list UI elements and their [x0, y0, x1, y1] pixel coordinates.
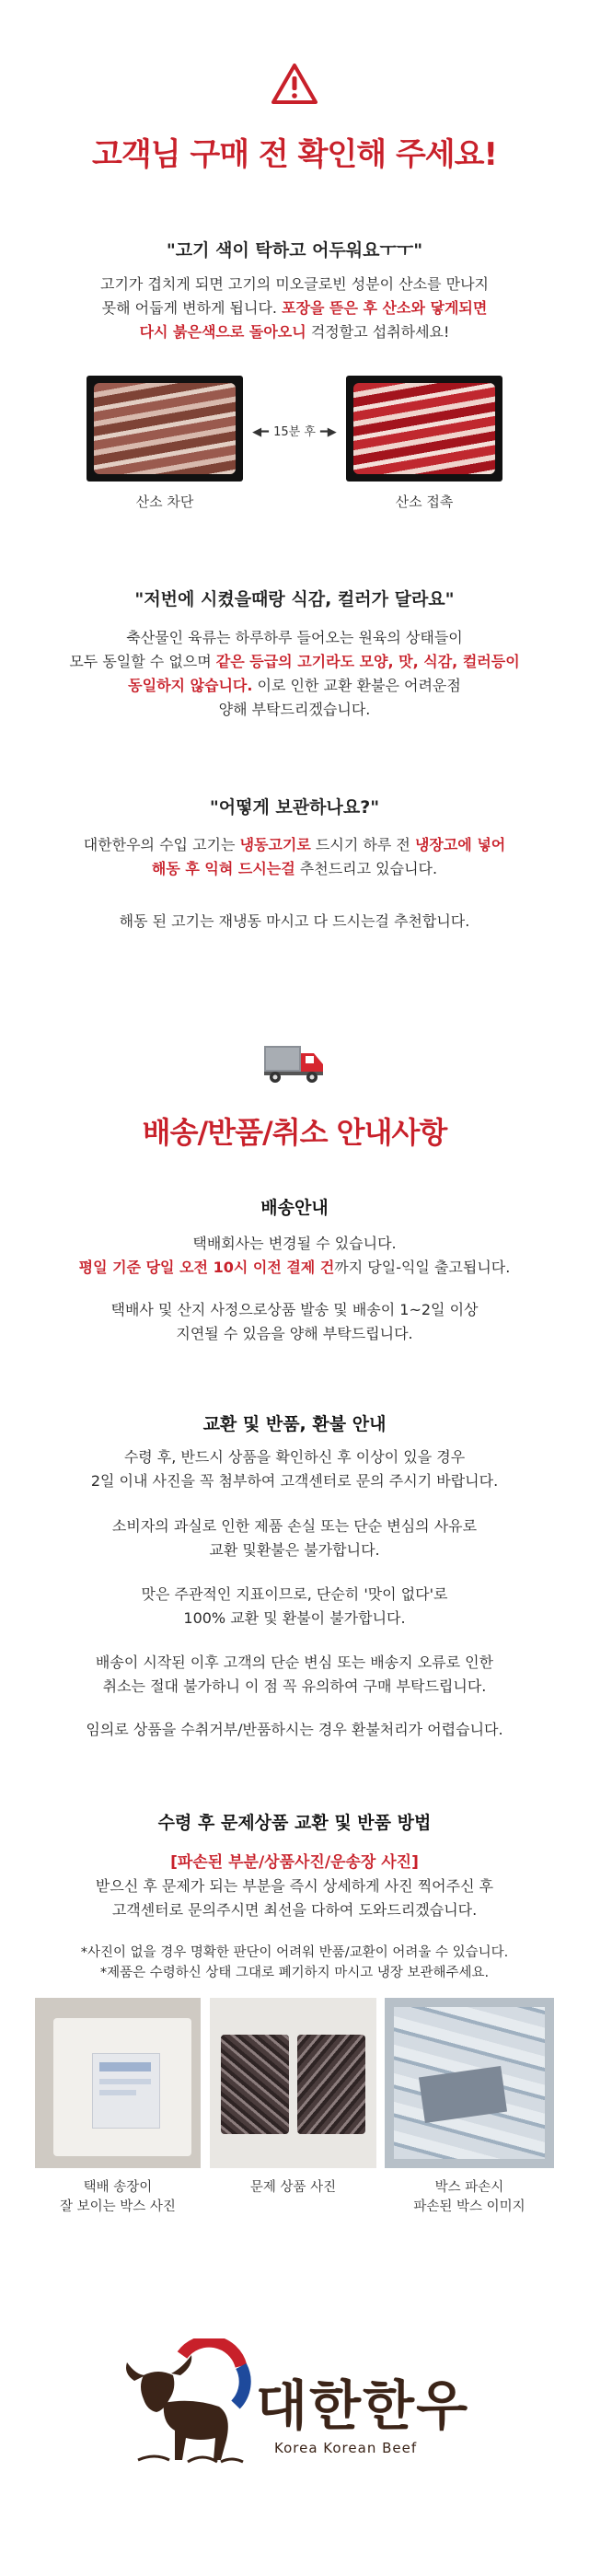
- photo1-caption-line-2: 잘 보이는 박스 사진: [60, 2199, 176, 2214]
- bull-icon: [118, 2338, 256, 2472]
- color-line-2-plain: 못해 어둡게 변하게 됩니다.: [101, 299, 283, 317]
- photo-box-with-label: [35, 1998, 201, 2168]
- color-line-1: 고기가 겹치게 되면 고기의 미오글로빈 성분이 산소를 만나지: [99, 275, 489, 293]
- color-line-3-highlight: 다시 붉은색으로 돌아오니: [139, 323, 306, 341]
- meat-photo-oxygen-exposed: [346, 376, 502, 482]
- delivery-truck-icon: [262, 1040, 327, 1085]
- brand-name: 대한한우: [256, 2374, 470, 2437]
- texture-line-2-plain: 모두 동일할 수 없으며: [69, 653, 216, 670]
- exchange-p3-line-1: 맛은 주관적인 지표이므로, 단순히 '맛이 없다'로: [141, 1585, 448, 1603]
- shipping-title: 배송/반품/취소 안내사항: [142, 1115, 447, 1150]
- storage-line-2-plain: 추천드리고 있습니다.: [294, 860, 438, 877]
- defect-notes: [0, 1943, 589, 1983]
- storage-line-1-highlight-1: 냉동고기로: [239, 836, 311, 853]
- exchange-p2-line-1: 소비자의 과실로 인한 제품 손실 또는 단순 변심의 사유로: [111, 1517, 478, 1535]
- storage-line-1-mid: 드시기 하루 전: [310, 836, 415, 853]
- exchange-paragraph-2: [0, 1514, 589, 1562]
- shipping-heading: 배송안내: [260, 1198, 329, 1218]
- exchange-p5-line-1: 임의로 상품을 수취거부/반품하시는 경우 환불처리가 어렵습니다.: [86, 1721, 503, 1738]
- texture-line-4: 양해 부탁드리겠습니다.: [218, 701, 371, 718]
- exchange-p4-line-1: 배송이 시작된 이후 고객의 단순 변심 또는 배송지 오류로 인한: [95, 1654, 494, 1671]
- storage-explanation: [0, 833, 589, 881]
- shipping-line-2-plain: 까지 당일-익일 출고됩니다.: [334, 1259, 511, 1276]
- defect-note-1: *사진이 없을 경우 명확한 판단이 어려워 반품/교환이 어려울 수 있습니다.: [80, 1945, 509, 1960]
- defect-note-2: *제품은 수령하신 상태 그대로 폐기하지 마시고 냉장 보관해주세요.: [99, 1966, 490, 1980]
- brand-logo: [118, 2338, 486, 2477]
- defect-line-1: 받으신 후 문제가 되는 부분을 즉시 상세하게 사진 찍어주신 후: [95, 1877, 494, 1895]
- storage-note: [0, 910, 589, 934]
- exchange-p3-line-2: 100% 교환 및 환불이 불가합니다.: [183, 1609, 406, 1627]
- color-line-3-plain: 걱정할고 섭취하세요!: [306, 323, 450, 341]
- photo-caption-product: [210, 2178, 376, 2198]
- storage-line-2: [0, 857, 589, 881]
- storage-line-2-highlight: 해동 후 익혀 드시는걸: [151, 860, 295, 877]
- color-line-2: [0, 296, 589, 320]
- arrow-label: 15분 후: [273, 425, 316, 439]
- exchange-p1-line-2: 2일 이내 사진을 꼭 첨부하여 고객센터로 문의 주시기 바랍니다.: [90, 1472, 499, 1490]
- storage-line-1-highlight-2: 냉장고에 넣어: [414, 836, 506, 853]
- shipping-line-2: [0, 1256, 589, 1280]
- exchange-p1-line-1: 수령 후, 반드시 상품을 확인하신 후 이상이 있을 경우: [123, 1448, 466, 1466]
- brand-tagline: Korea Korean Beef: [274, 2440, 418, 2456]
- exchange-p2-line-2: 교환 및환불은 불가합니다.: [209, 1541, 380, 1559]
- color-explanation: [0, 273, 589, 344]
- texture-line-2: [0, 650, 589, 674]
- photo3-caption-line-2: 파손된 박스 이미지: [413, 2199, 525, 2214]
- color-question: "고기 색이 탁하고 어두워요ㅜㅜ": [166, 240, 423, 261]
- exchange-paragraph-1: [0, 1445, 589, 1493]
- arrow-left-icon: ◀━: [252, 425, 269, 439]
- exchange-paragraph-3: [0, 1583, 589, 1630]
- caption-oxygen-blocked: 산소 차단: [135, 493, 194, 510]
- warning-header: [0, 63, 589, 109]
- defect-heading: 수령 후 문제상품 교환 및 반품 방법: [157, 1813, 432, 1833]
- page-title: 고객님 구매 전 확인해 주세요!: [92, 136, 497, 173]
- storage-line-1: [0, 833, 589, 857]
- exchange-p4-line-2: 취소는 절대 불가하니 이 점 꼭 유의하여 구매 부탁드립니다.: [102, 1677, 487, 1695]
- photo-damaged-box: [385, 1998, 554, 2168]
- defect-photo-requirements: [파손된 부분/상품사진/운송장 사진]: [170, 1853, 419, 1872]
- color-line-2-highlight: 포장을 뜯은 후 산소와 닿게되면: [282, 299, 488, 317]
- texture-line-2-highlight: 같은 등급의 고기라도 모양, 맛, 식감, 컬러등이: [215, 653, 520, 670]
- color-line-3: [0, 320, 589, 344]
- shipping-body: [0, 1232, 589, 1280]
- photo3-caption-line-1: 박스 파손시: [434, 2180, 504, 2195]
- photo-caption-damaged-box: [385, 2178, 554, 2217]
- defect-line-2: 고객센터로 문의주시면 최선을 다하여 도와드리겠습니다.: [111, 1901, 478, 1919]
- exchange-heading: 교환 및 반품, 환불 안내: [202, 1414, 387, 1434]
- texture-question: "저번에 시켰을때랑 식감, 컬러가 달라요": [134, 589, 455, 609]
- texture-line-3-plain: 이로 인한 교환 환불은 어려운점: [252, 677, 461, 694]
- photo-defective-product: [210, 1998, 376, 2168]
- texture-line-3: [0, 674, 589, 698]
- storage-question: "어떻게 보관하나요?": [209, 797, 380, 818]
- storage-line-3: 해동 된 고기는 재냉동 마시고 다 드시는걸 추천합니다.: [119, 912, 470, 930]
- photo1-caption-line-1: 택배 송장이: [83, 2180, 153, 2195]
- shipping-line-1: 택배회사는 변경될 수 있습니다.: [192, 1235, 397, 1252]
- arrow-right-icon: ━▶: [319, 425, 337, 439]
- storage-line-1-plain: 대한한우의 수입 고기는: [83, 836, 240, 853]
- exchange-paragraph-5: [0, 1718, 589, 1742]
- photo2-caption: 문제 상품 사진: [249, 2180, 337, 2195]
- shipping-delay-note: [0, 1298, 589, 1346]
- shipping-line-3: 택배사 및 산지 사정으로상품 발송 및 배송이 1~2일 이상: [110, 1301, 479, 1318]
- defect-red-label: [0, 1849, 589, 1872]
- texture-explanation: [0, 626, 589, 722]
- shipping-line-2-highlight: 평일 기준 당일 오전 10시 이전 결제 건: [78, 1259, 335, 1276]
- exchange-paragraph-4: [0, 1651, 589, 1699]
- photo-caption-box-label: [35, 2178, 201, 2217]
- caption-oxygen-exposed: 산소 접촉: [395, 493, 454, 510]
- texture-line-3-highlight: 동일하지 않습니다.: [128, 677, 253, 694]
- shipping-line-4: 지연될 수 있음을 양해 부탁드립니다.: [176, 1325, 413, 1342]
- defect-body: [0, 1874, 589, 1922]
- shipping-header: [0, 1040, 589, 1088]
- texture-line-1: 축산물인 육류는 하루하루 들어오는 원육의 상태들이: [126, 629, 463, 646]
- warning-triangle-icon: [271, 63, 318, 105]
